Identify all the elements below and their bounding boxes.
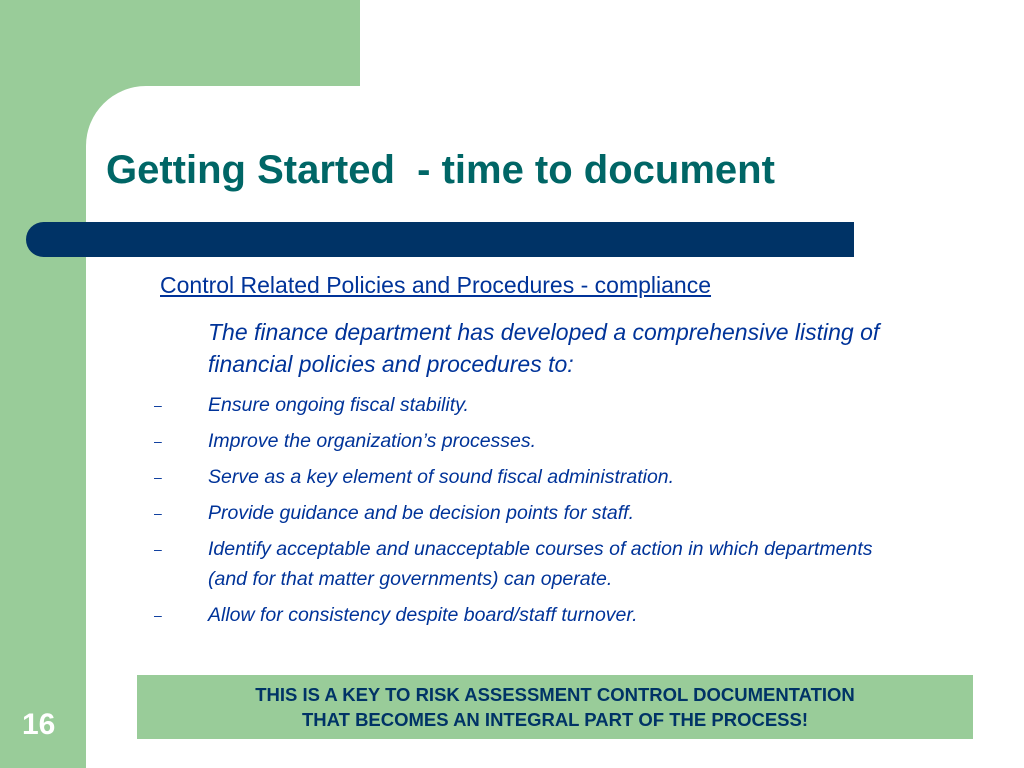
- bullet-text: Identify acceptable and unacceptable courses of action in which departments (and for that matter governments) can operate.: [208, 538, 873, 590]
- bullet-marker: –: [154, 433, 162, 449]
- callout-line: THAT BECOMES AN INTEGRAL PART OF THE PROCESS!: [301, 709, 809, 730]
- section-heading: Control Related Policies and Procedures - compliance: [160, 272, 712, 298]
- bullet-text: Serve as a key element of sound fiscal administration.: [208, 466, 675, 488]
- list-item: [150, 600, 890, 630]
- bullet-marker: –: [154, 397, 162, 413]
- bullet-text: Allow for consistency despite board/staff turnover.: [208, 604, 638, 626]
- list-item: [150, 426, 890, 456]
- intro-paragraph: The finance department has developed a comprehensive listing of financial policies and procedures to:: [208, 319, 880, 377]
- bullet-list: [150, 390, 890, 636]
- callout-line: THIS IS A KEY TO RISK ASSESSMENT CONTROL DOCUMENTATION: [255, 684, 855, 705]
- bullet-marker: –: [154, 505, 162, 521]
- bullet-text: Provide guidance and be decision points for staff.: [208, 502, 635, 524]
- page-number: 16: [22, 708, 56, 741]
- bullet-marker: –: [154, 607, 162, 623]
- list-item: [150, 534, 890, 594]
- bullet-marker: –: [154, 469, 162, 485]
- title-underline-bar: [26, 222, 854, 257]
- background-green-strip: [0, 0, 86, 768]
- list-item: [150, 390, 890, 420]
- bullet-text: Ensure ongoing fiscal stability.: [208, 394, 469, 416]
- bullet-text: Improve the organization’s processes.: [208, 430, 537, 452]
- callout-text: [255, 682, 855, 732]
- list-item: [150, 498, 890, 528]
- list-item: [150, 462, 890, 492]
- bullet-marker: –: [154, 541, 162, 557]
- slide-title: Getting Started - time to document: [106, 148, 775, 192]
- callout-box: [137, 675, 973, 739]
